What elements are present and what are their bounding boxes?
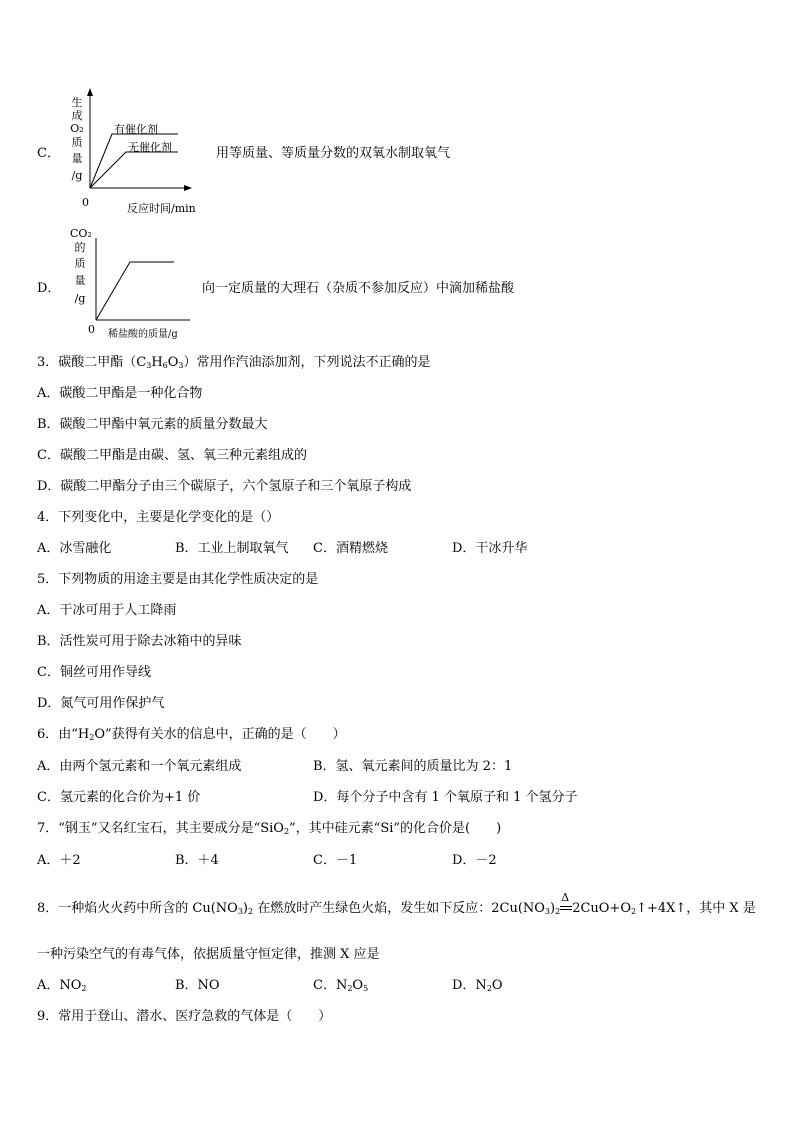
q3-stem: 3．碳酸二甲酯$(C_3H_6O_3)$常用作汽油添加剂，下列说法不正确的是 — [37, 355, 431, 370]
q2-d-ylabel-char: 的 — [74, 241, 86, 254]
q6-option-d: D．每个分子中含有 1 个氧原子和 1 个氢分子 — [313, 790, 578, 805]
q4-stem: 4．下列变化中，主要是化学变化的是（） — [37, 510, 280, 525]
q2-c-line2-label: 无催化剂 — [128, 141, 172, 154]
q8-option-a: A．$NO_2$ — [37, 978, 87, 993]
q2-d-ylabel-char: 量 — [74, 274, 86, 287]
q7-option-d: D．－2 — [452, 853, 497, 868]
q2-d-letter: D． — [37, 281, 61, 296]
q3-option-a: A．碳酸二甲酯是一种化合物 — [37, 386, 203, 401]
q7-option-b: B．＋4 — [175, 853, 219, 868]
q4-option-a: A．冰雪融化 — [37, 541, 112, 556]
q2-d-xlabel: 稀盐酸的质量/g — [108, 329, 178, 340]
q2-d-description: 向一定质量的大理石（杂质不参加反应）中滴加稀盐酸 — [202, 281, 515, 296]
q2-c-ylabel-char: O₂ — [70, 122, 84, 135]
q6-stem: 6．由“$H_2O$”获得有关水的信息中，正确的是（ ） — [37, 727, 346, 742]
q2-c-letter: C． — [37, 146, 60, 161]
q2-c-ylabel-char: /g — [71, 169, 83, 182]
q2-d-origin: 0 — [88, 323, 95, 336]
q3-option-d: D．碳酸二甲酯分子由三个碳原子，六个氢原子和三个氧原子构成 — [37, 479, 412, 494]
q3-option-c: C．碳酸二甲酯是由碳、氢、氧三种元素组成的 — [37, 448, 307, 463]
q2-d-ylabel-char: 质 — [74, 257, 86, 270]
q5-option-b: B．活性炭可用于除去冰箱中的异味 — [37, 634, 242, 649]
q8-option-c: C．$N_2O_5$ — [313, 978, 369, 993]
q6-option-b: B．氢、氧元素间的质量比为 2：1 — [313, 759, 513, 774]
q9-stem: 9．常用于登山、潜水、医疗急救的气体是（ ） — [37, 1009, 332, 1024]
q2-d-ylabel-char: CO₂ — [70, 227, 92, 240]
q5-option-d: D．氮气可用作保护气 — [37, 696, 165, 711]
q7-option-c: C．－1 — [313, 853, 358, 868]
q6-option-a: A．由两个氢元素和一个氧元素组成 — [37, 759, 242, 774]
q2-c-description: 用等质量、等质量分数的双氧水制取氧气 — [216, 146, 451, 161]
q8-option-d: D．$N_2O$ — [452, 978, 503, 993]
q8-delta-symbol: Δ — [561, 890, 570, 904]
q7-option-a: A．＋2 — [37, 853, 81, 868]
q8-equals-line — [560, 906, 572, 907]
q8-stem-line1: 8．一种焰火火药中所含的 $Cu(NO_3)_2$ 在燃放时产生绿色火焰，发生如下反应：$2Cu(NO_3)_2$ Δ $2CuO+O_2↑+4X↑$，其中 X 是 — [37, 890, 756, 916]
q5-stem: 5．下列物质的用途主要是由其化学性质决定的是 — [37, 572, 319, 587]
q8-reaction-condition — [560, 890, 572, 916]
q2-c-xlabel: 反应时间/min — [127, 202, 196, 215]
q2-d-line — [96, 262, 174, 320]
q8-option-b: B．NO — [175, 978, 220, 993]
q4-option-d: D．干冰升华 — [452, 541, 528, 556]
q5-option-c: C．铜丝可用作导线 — [37, 665, 151, 680]
q2-c-ylabel-char: 成 — [71, 109, 83, 122]
q8-equals-line — [560, 909, 572, 910]
q2-c-ylabel-char: 质 — [71, 136, 83, 149]
q2-c-origin: 0 — [82, 196, 89, 209]
q2-c-line1-label: 有催化剂 — [114, 123, 158, 136]
q2-d-ylabel-char: /g — [74, 292, 86, 305]
q7-stem: 7．“钢玉”又名红宝石，其主要成分是“SiO$_2$”，其中硅元素“Si”的化合价是( ) — [37, 821, 502, 836]
q2-c-ylabel-char: 量 — [71, 152, 83, 165]
q4-option-b: B．工业上制取氧气 — [175, 541, 289, 556]
q6-option-c: C．氢元素的化合价为+1 价 — [37, 790, 201, 805]
q5-option-a: A．干冰可用于人工降雨 — [37, 603, 177, 618]
q2-c-ylabel-char: 生 — [71, 96, 83, 109]
q3-option-b: B．碳酸二甲酯中氧元素的质量分数最大 — [37, 417, 268, 432]
q4-option-c: C．酒精燃烧 — [313, 541, 388, 556]
q8-stem-line2: 一种污染空气的有毒气体，依据质量守恒定律，推测 X 应是 — [37, 947, 380, 962]
